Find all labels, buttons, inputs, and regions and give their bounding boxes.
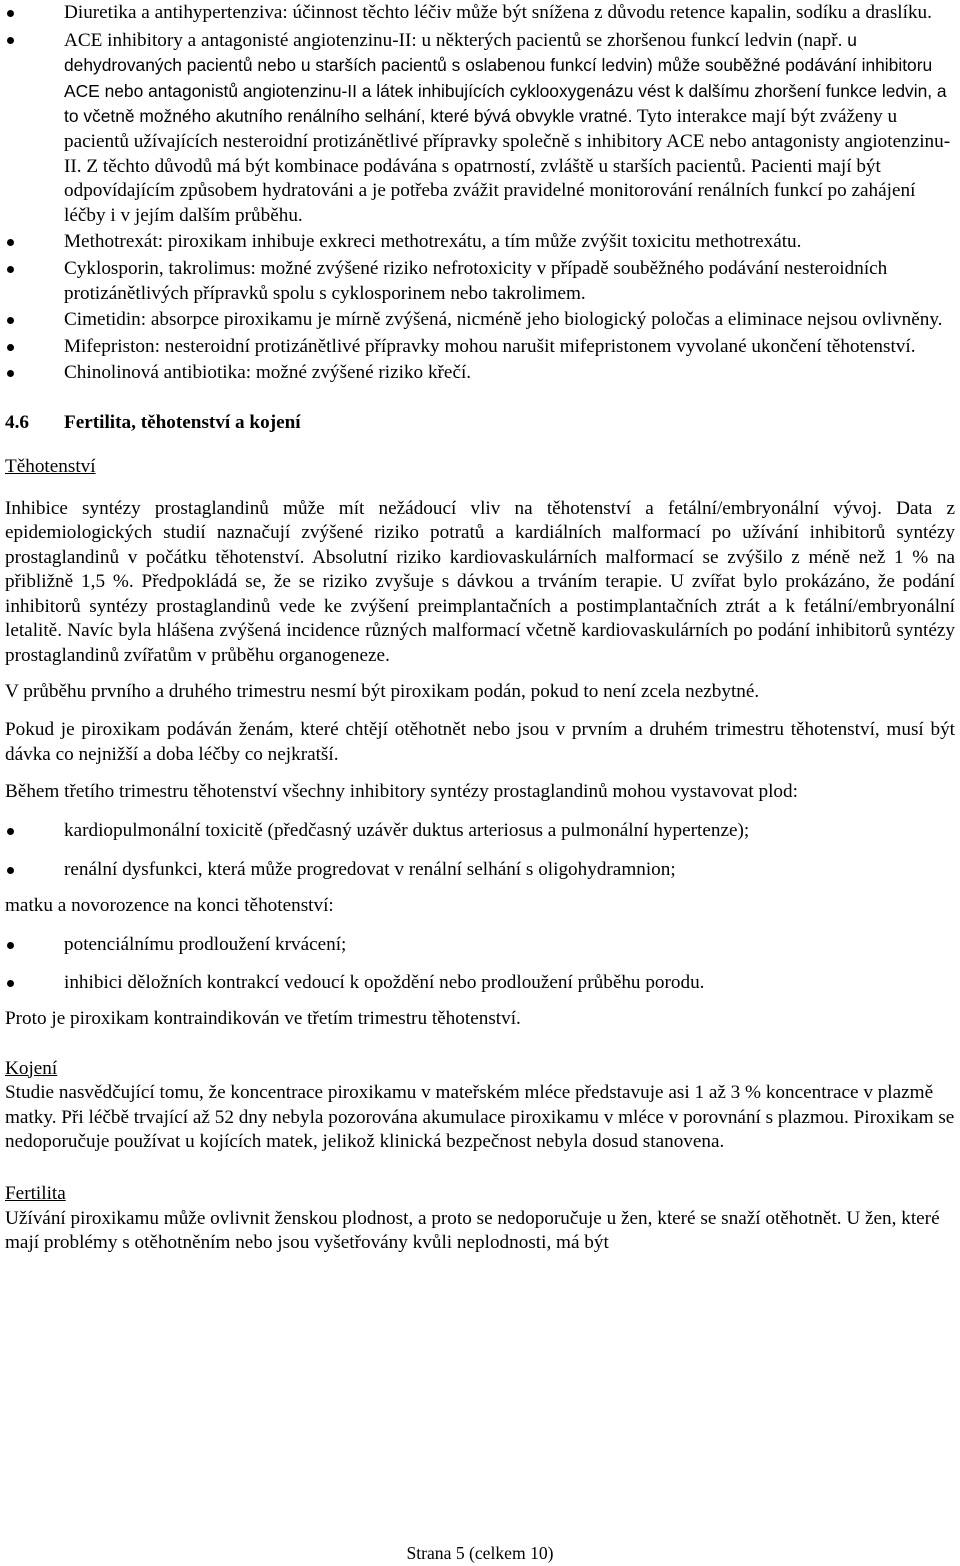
section-heading [5,411,955,435]
fetus-risk-list [5,819,955,882]
page-footer: Strana 5 (celkem 10) [406,1543,554,1563]
list-item [5,1,955,26]
interaction-ace-advice: Tyto interakce mají být zváženy u pacientů užívajících nesteroidní protizánětlivé přípravky společně s inhibitory ACE nebo antagonisty angiotenzinu-II. Z těchto důvodů má být kombinace podávána s opatrností, zvláště u starších pacientů. Pacienti mají být odpovídajícím způsobem hydratováni a je potřeba zvážit pravidelné monitorování renálních funkcí po zahájení léčby i v jejím dalším průběhu. [64,106,951,226]
list-item: inhibici děložních kontrakcí vedoucí k opoždění nebo prodloužení průběhu porodu. [5,971,955,996]
list-item [5,361,955,386]
interaction-cyclosporin: Cyklosporin, takrolimus: možné zvýšené riziko nefrotoxicity v případě souběžného podávání nesteroidních protizánětlivých přípravků spolu s cyklosporinem nebo takrolimem. [64,257,888,304]
document-page [5,0,955,1256]
section-title: Fertilita, těhotenství a kojení [64,411,301,433]
interaction-ace-detail: u dehydrovaných pacientů nebo u starších pacientů s oslabenou funkcí ledvin) může souběžné podávání inhibitoru ACE nebo antagonistů angiotenzinu-II a látek inhibujících cyklooxygenázu vést k dalšímu zhoršení funkce ledvin, a to včetně možného akutního renálního selhání, které bývá obvykle vratné. [64,29,947,127]
list-item [5,257,955,306]
list-item [5,230,955,255]
interaction-mifepristone: Mifepriston: nesteroidní protizánětlivé přípravky mohou narušit mifepristonem vyvolané ukončení těhotenství. [64,335,916,357]
pregnancy-paragraph-3: Pokud je piroxikam podáván ženám, které chtějí otěhotnět nebo jsou v prvním a druhém trimestru těhotenství, musí být dávka co nejnižší a doba léčby co nejkratší. [5,719,955,765]
interaction-ace-intro: ACE inhibitory a antagonisté angiotenzinu-II: u některých pacientů se zhoršenou funkcí ledvin (např. [64,29,843,51]
breastfeeding-paragraph: Studie nasvědčující tomu, že koncentrace piroxikamu v mateřském mléce představuje asi 1 až 3 % koncentrace v plazmě matky. Při léčbě trvající až 52 dny nebyla pozorována akumulace piroxikamu v mléce v porovnání s plazmou. Piroxikam se nedoporučuje používat u kojících matek, jelikož klinická bezpečnost nebyla dosud stanovena. [5,1082,955,1153]
interaction-methotrexate: Methotrexát: piroxikam inhibuje exkreci methotrexátu, a tím může zvýšit toxicitu methotrexátu. [64,231,802,253]
subheading-breastfeeding: Kojení [5,1057,58,1079]
subheading-fertility: Fertilita [5,1182,66,1204]
interaction-cimetidine: Cimetidin: absorpce piroxikamu je mírně zvýšená, nicméně jeho biologický poločas a eliminace nejsou ovlivněny. [64,309,943,331]
pregnancy-paragraph-4: Během třetího trimestru těhotenství všechny inhibitory syntézy prostaglandinů mohou vystavovat plod: [5,781,798,803]
fertility-paragraph: Užívání piroxikamu může ovlivnit ženskou plodnost, a proto se nedoporučuje u žen, které se snaží otěhotnět. U žen, které mají problémy s otěhotněním nebo jsou vyšetřovány kvůli neplodnosti, má být [5,1207,940,1254]
interaction-diuretics: Diuretika a antihypertenziva: účinnost těchto léčiv může být snížena z důvodu retence kapalin, sodíku a draslíku. [64,2,932,23]
pregnancy-paragraph-2: V průběhu prvního a druhého trimestru nesmí být piroxikam podán, pokud to není zcela nezbytné. [5,680,760,702]
interaction-list [5,1,955,386]
pregnancy-paragraph-6: Proto je piroxikam kontraindikován ve třetím trimestru těhotenství. [5,1008,521,1029]
list-item: potenciálnímu prodloužení krvácení; [5,933,955,958]
list-item [5,28,955,229]
list-item [5,335,955,360]
section-number: 4.6 [5,411,29,433]
interaction-quinolones: Chinolinová antibiotika: možné zvýšené riziko křečí. [64,362,472,384]
list-item: kardiopulmonální toxicitě (předčasný uzávěr duktus arteriosus a pulmonální hypertenze); [5,819,955,844]
list-item: renální dysfunkci, která může progredovat v renální selhání s oligohydramnion; [5,858,955,883]
pregnancy-paragraph-5: matku a novorozence na konci těhotenství: [5,895,334,917]
pregnancy-paragraph-1: Inhibice syntézy prostaglandinů může mít nežádoucí vliv na těhotenství a fetální/embryonální vývoj. Data z epidemiologických studií naznačují zvýšené riziko potratů a kardiálních malformací po užívání inhibitorů syntézy prostaglandinů v počátku těhotenství. Absolutní riziko kardiovaskulárních malformací se zvýšilo z méně než 1 % na přibližně 1,5 %. Předpokládá se, že se riziko zvyšuje s dávkou a trváním terapie. U zvířat bylo prokázáno, že podání inhibitorů syntézy prostaglandinů vede ke zvýšení preimplantačních a postimplantačních ztrát a k fetální/embryonální letalitě. Navíc byla hlášena zvýšená incidence různých malformací včetně kardiovaskulárních po podání inhibitorů syntézy prostaglandinů zvířatům v průběhu organogeneze. [5,497,955,667]
subheading-pregnancy: Těhotenství [5,455,96,477]
mother-risk-list [5,933,955,996]
list-item [5,308,955,333]
